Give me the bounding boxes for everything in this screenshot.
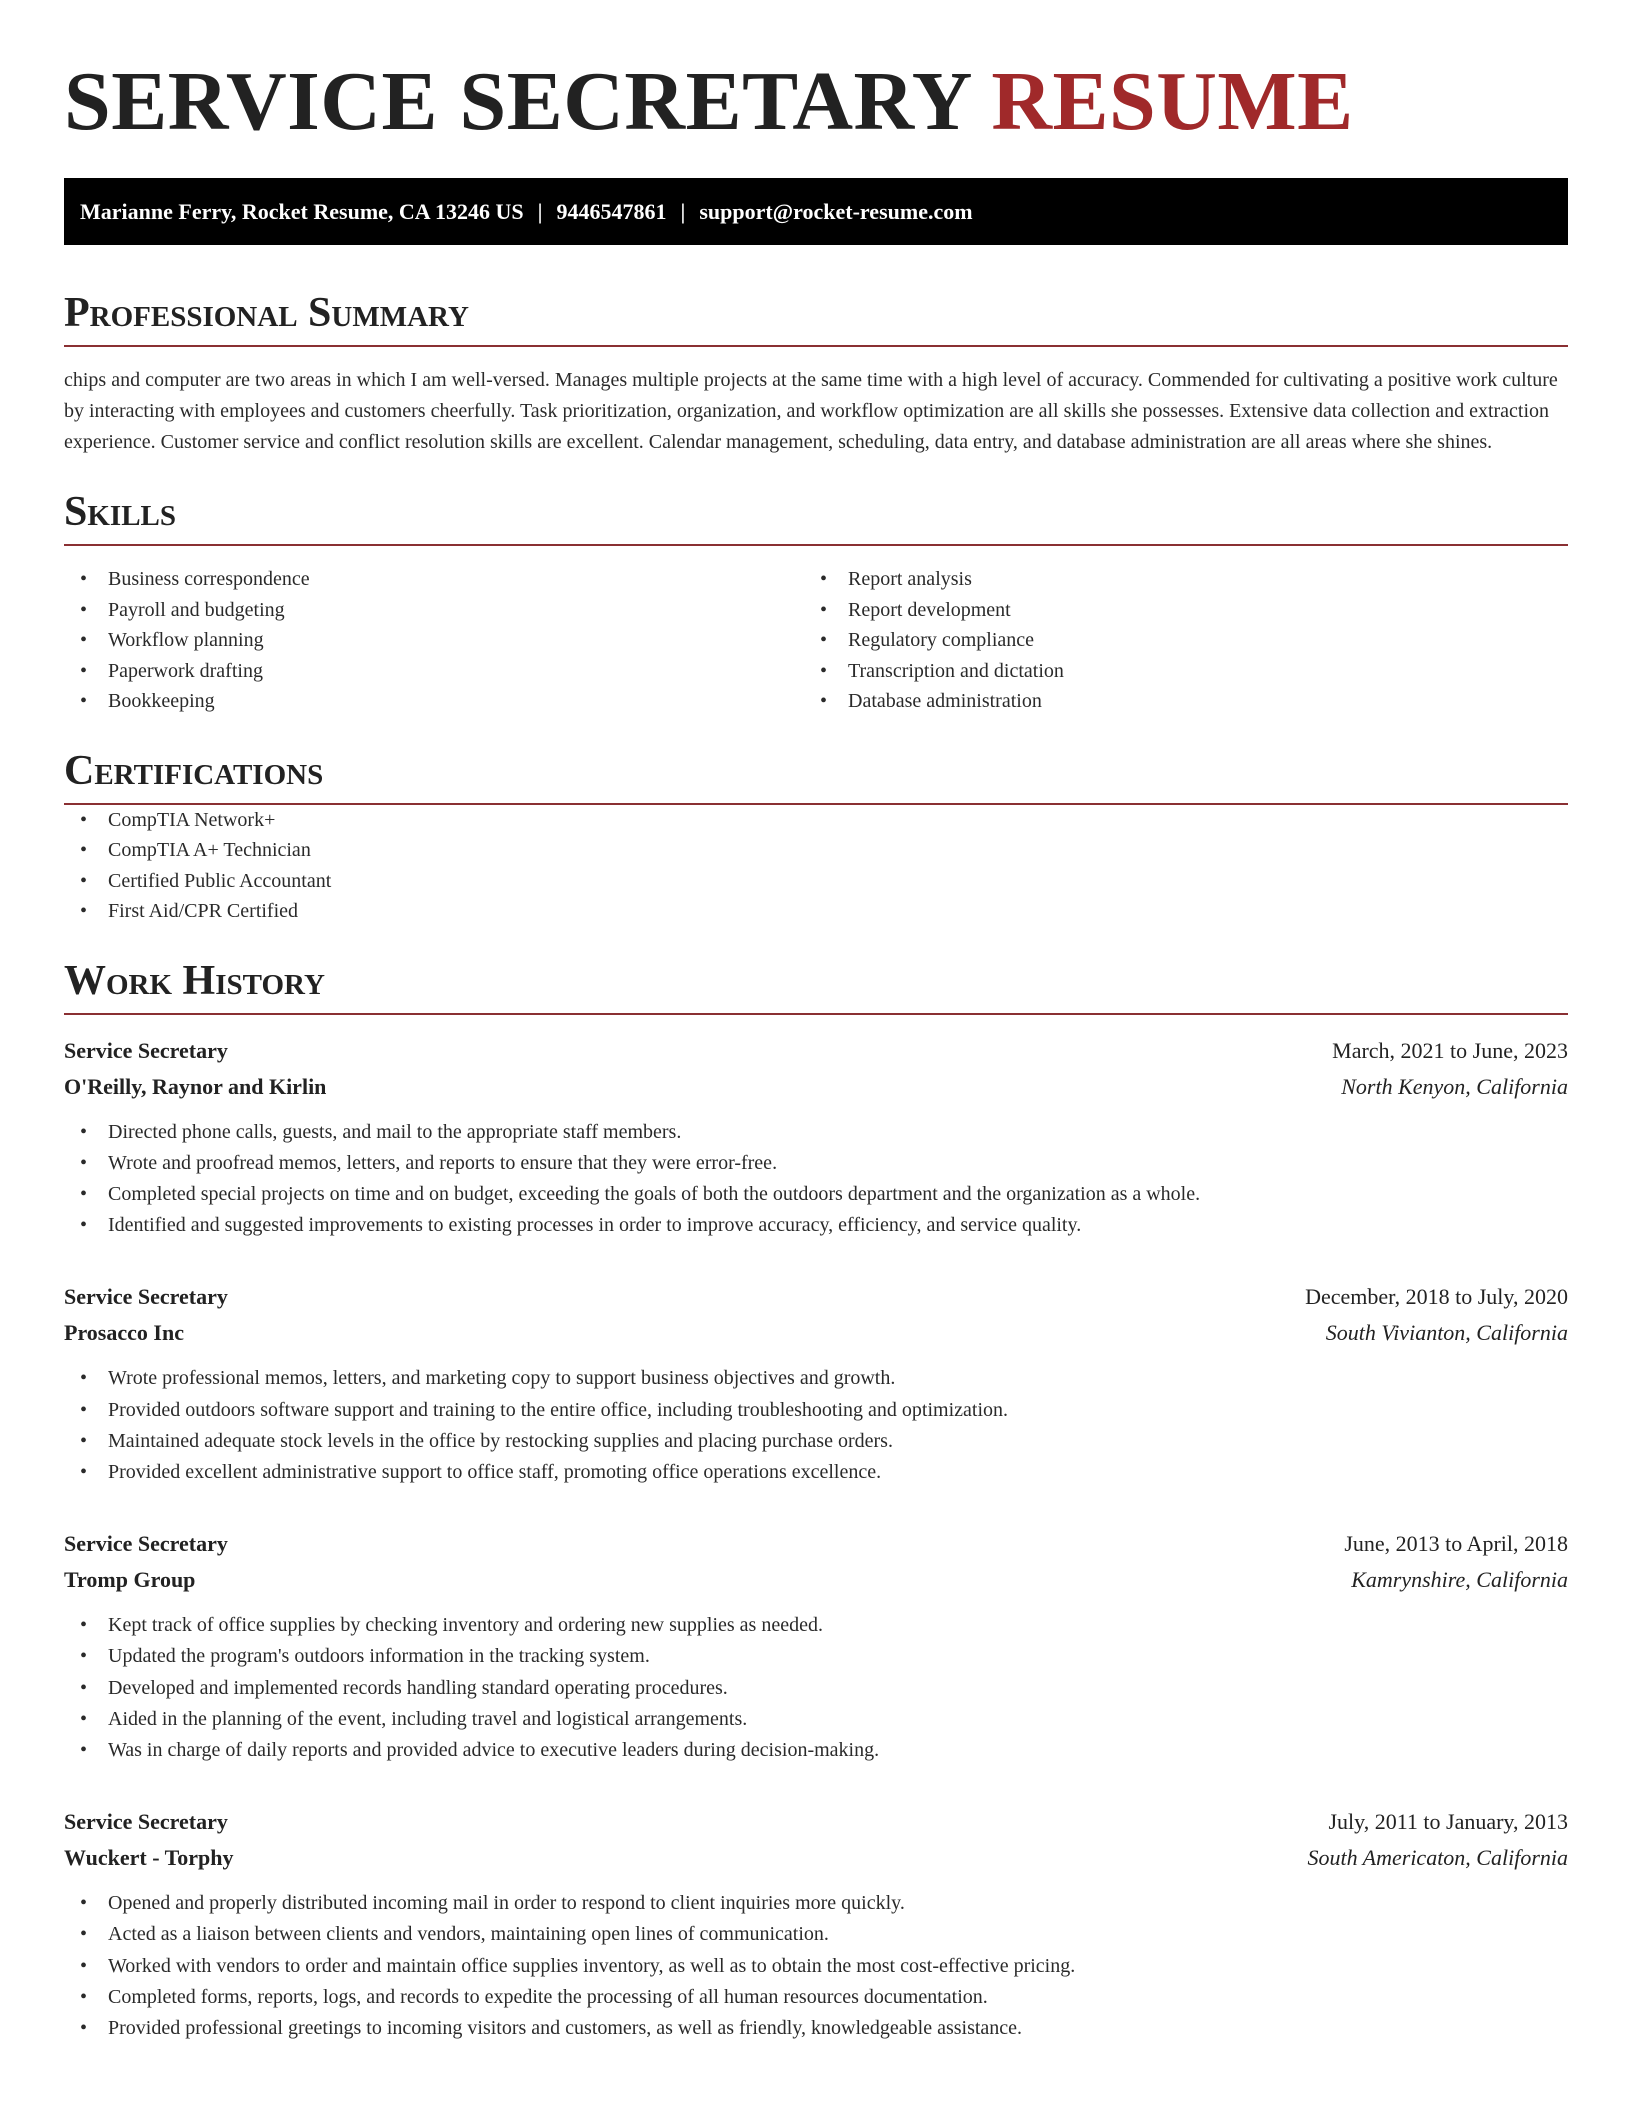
job-company: Tromp Group — [64, 1567, 196, 1593]
skill-item: • Paperwork drafting — [64, 656, 804, 687]
skill-item: • Report development — [804, 595, 1544, 626]
section-divider — [64, 345, 1568, 347]
summary-text: chips and computer are two areas in which I am well-versed. Manages multiple projects at the same time with a high level of accuracy. Commended for cultivating a positive work culture by interacting with employees and customers cheerfully. Task prioritization, organization, and workflow optimization are all skills she possesses. Extensive data collection and extraction experience. Customer service and conflict resolution skills are excellent. Calendar management, scheduling, data entry, and database administration are all areas where she shines. — [64, 369, 1558, 453]
job-entry — [64, 1033, 1568, 1242]
contact-email: support@rocket-resume.com — [699, 198, 973, 224]
skills-heading: Skills — [64, 489, 177, 535]
job-duty: • Completed special projects on time and on budget, exceeding the goals of both the outdoors department and the organization as a whole. — [64, 1179, 1568, 1210]
job-duty: • Developed and implemented records handling standard operating procedures. — [64, 1673, 1568, 1704]
contact-phone: 9446547861 — [556, 198, 667, 224]
job-header-row — [64, 1279, 1568, 1315]
work-history-heading: Work History — [64, 957, 325, 1004]
job-duty: • Aided in the planning of the event, including travel and logistical arrangements. — [64, 1704, 1568, 1735]
skill-item: • Business correspondence — [64, 564, 804, 595]
job-duty: • Maintained adequate stock levels in the office by restocking supplies and placing purchase orders. — [64, 1426, 1568, 1457]
job-company: Wuckert - Torphy — [64, 1845, 234, 1871]
job-company-row — [64, 1840, 1568, 1876]
job-company: Prosacco Inc — [64, 1320, 184, 1346]
skills-grid — [64, 564, 1568, 717]
job-location: North Kenyon, California — [1341, 1073, 1568, 1099]
summary-heading: Professional Summary — [64, 290, 469, 336]
skill-item: • Transcription and dictation — [804, 656, 1544, 687]
job-duty: • Acted as a liaison between clients and vendors, maintaining open lines of communication. — [64, 1919, 1568, 1950]
contact-separator: | — [680, 198, 686, 224]
job-duty: • Identified and suggested improvements to existing processes in order to improve accuracy, efficiency, and service quality. — [64, 1210, 1568, 1241]
resume-title — [64, 0, 1568, 146]
job-duty: • Opened and properly distributed incoming mail in order to respond to client inquiries more quickly. — [64, 1888, 1568, 1919]
job-location: Kamrynshire, California — [1351, 1567, 1568, 1593]
job-entry — [64, 1279, 1568, 1488]
contact-name-address: Marianne Ferry, Rocket Resume, CA 13246 US — [80, 198, 524, 224]
skills-list-left — [64, 564, 804, 717]
summary-section — [64, 289, 1568, 458]
job-duty: • Updated the program's outdoors information in the tracking system. — [64, 1641, 1568, 1672]
job-position: Service Secretary — [64, 1809, 228, 1835]
certification-item: • CompTIA A+ Technician — [64, 835, 1568, 866]
certification-item: • CompTIA Network+ — [64, 805, 1568, 836]
job-dates: June, 2013 to April, 2018 — [1344, 1531, 1568, 1557]
job-company-row — [64, 1069, 1568, 1105]
job-duty: • Worked with vendors to order and maintain office supplies inventory, as well as to obtain the most cost-effective pricing. — [64, 1951, 1568, 1982]
certification-item: • Certified Public Accountant — [64, 866, 1568, 897]
skills-list-right — [804, 564, 1544, 717]
job-entry — [64, 1804, 1568, 2044]
skill-item: • Regulatory compliance — [804, 625, 1544, 656]
job-duty: • Directed phone calls, guests, and mail to the appropriate staff members. — [64, 1117, 1568, 1148]
job-duties-list — [64, 1610, 1568, 1766]
certification-item: • First Aid/CPR Certified — [64, 896, 1568, 927]
certifications-list — [64, 805, 1568, 927]
job-position: Service Secretary — [64, 1037, 228, 1063]
job-duty: • Wrote and proofread memos, letters, and reports to ensure that they were error-free. — [64, 1148, 1568, 1179]
contact-bar — [64, 178, 1568, 245]
skills-section — [64, 488, 1568, 717]
job-entry — [64, 1526, 1568, 1766]
job-duties-list — [64, 1363, 1568, 1488]
section-divider — [64, 544, 1568, 546]
contact-separator: | — [537, 198, 543, 224]
job-company: O'Reilly, Raynor and Kirlin — [64, 1073, 327, 1099]
job-duty: • Completed forms, reports, logs, and records to expedite the processing of all human resources documentation. — [64, 1982, 1568, 2013]
job-dates: July, 2011 to January, 2013 — [1328, 1809, 1568, 1835]
skill-item: • Workflow planning — [64, 625, 804, 656]
job-duty: • Provided excellent administrative support to office staff, promoting office operations excellence. — [64, 1457, 1568, 1488]
job-company-row — [64, 1562, 1568, 1598]
job-location: South Americaton, California — [1307, 1845, 1568, 1871]
job-dates: March, 2021 to June, 2023 — [1332, 1037, 1568, 1063]
job-location: South Vivianton, California — [1325, 1320, 1568, 1346]
job-duty: • Kept track of office supplies by checking inventory and ordering new supplies as needed. — [64, 1610, 1568, 1641]
job-header-row — [64, 1804, 1568, 1840]
skill-item: • Report analysis — [804, 564, 1544, 595]
job-duties-list — [64, 1888, 1568, 2044]
certifications-heading: Certifications — [64, 747, 324, 794]
job-header-row — [64, 1526, 1568, 1562]
job-position: Service Secretary — [64, 1284, 228, 1310]
skill-item: • Database administration — [804, 686, 1544, 717]
title-accent: RESUME — [991, 55, 1354, 148]
title-main: SERVICE SECRETARY — [64, 55, 970, 148]
job-duties-list — [64, 1117, 1568, 1242]
skill-item: • Payroll and budgeting — [64, 595, 804, 626]
job-duty: • Wrote professional memos, letters, and marketing copy to support business objectives and growth. — [64, 1363, 1568, 1394]
job-header-row — [64, 1033, 1568, 1069]
job-position: Service Secretary — [64, 1531, 228, 1557]
work-history-section — [64, 957, 1568, 2045]
job-duty: • Provided professional greetings to incoming visitors and customers, as well as friendly, knowledgeable assistance. — [64, 2013, 1568, 2044]
skill-item: • Bookkeeping — [64, 686, 804, 717]
job-duty: • Provided outdoors software support and training to the entire office, including troubleshooting and optimization. — [64, 1395, 1568, 1426]
job-dates: December, 2018 to July, 2020 — [1305, 1284, 1568, 1310]
section-divider — [64, 1013, 1568, 1015]
job-company-row — [64, 1315, 1568, 1351]
certifications-section — [64, 747, 1568, 927]
job-duty: • Was in charge of daily reports and provided advice to executive leaders during decision-making. — [64, 1735, 1568, 1766]
